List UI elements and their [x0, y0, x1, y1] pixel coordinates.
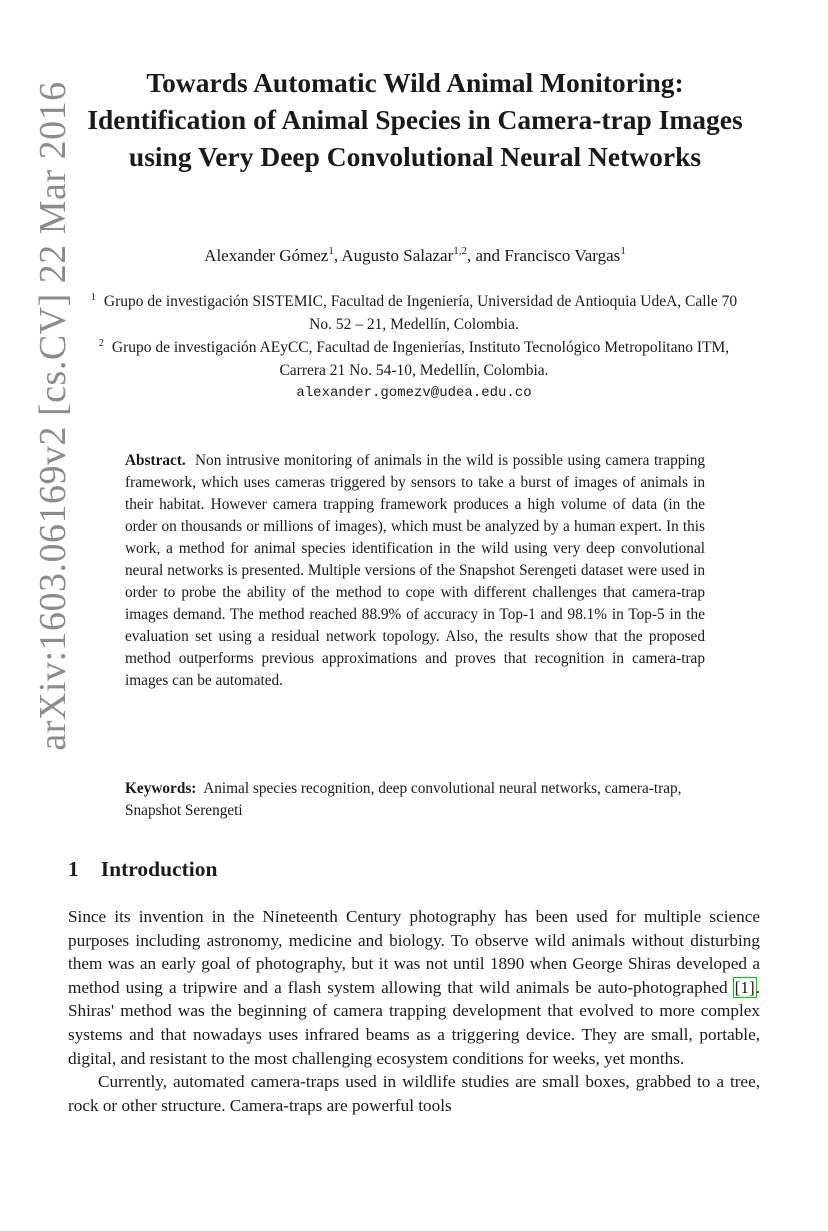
author-separator: , [333, 246, 342, 265]
author-name: Augusto Salazar [341, 246, 454, 265]
abstract-text: Non intrusive monitoring of animals in the wild is possible using camera trapping framework, which uses cameras triggered by sensors to take a burst of images of animals in their habitat. However camera trapping framework produces a high volume of data (in the order on thousands or millions of images), which must be analyzed by a human expert. In this work, a method for animal species identification in the wild using very deep convolutional neural networks is presented. Multiple versions of the Snapshot Serengeti dataset were used in order to probe the ability of the method to cope with different challenges that camera-trap images demand. The method reached 88.9% of accuracy in Top-1 and 98.1% in Top-5 in the evaluation set using a residual network topology. Also, the results show that the proposed method outperforms previous approximations and proves that recognition in camera-trap images can be automated. [125, 452, 705, 689]
affiliations [84, 290, 744, 405]
introduction-body [68, 905, 760, 1117]
author-separator: , and [467, 246, 505, 265]
author-name: Francisco Vargas [504, 246, 621, 265]
abstract-label: Abstract. [125, 452, 186, 469]
author-affiliation-mark: 1,2 [453, 245, 468, 257]
section-heading [68, 857, 217, 882]
citation-link[interactable]: [1] [734, 977, 755, 997]
section-title: Introduction [100, 857, 218, 881]
section-number: 1 [68, 857, 79, 881]
affiliation-text: Grupo de investigación AEyCC, Facultad de Ingenierías, Instituto Tecnológico Metropolitano ITM, Carrera 21 No. 54-10, Medellín, Colombia. [111, 339, 730, 379]
affiliation-item [84, 336, 744, 382]
paragraph-text: Since its invention in the Nineteenth Century photography has been used for multiple science purposes including astronomy, medicine and biology. To observe wild animals without disturbing them was an early goal of photography, but it was not until 1890 when George Shiras developed a method using a tripwire and a flash system allowing that wild animals be auto-photographed [68, 907, 760, 997]
paragraph: Currently, automated camera-traps used in wildlife studies are small boxes, grabbed to a tree, rock or other structure. Camera-traps are powerful tools [68, 1072, 760, 1115]
abstract [125, 450, 705, 692]
affiliation-mark: 2 [98, 338, 104, 349]
paragraph [68, 905, 760, 1070]
affiliation-mark: 1 [90, 292, 96, 303]
author-list [70, 246, 760, 266]
affiliation-text: Grupo de investigación SISTEMIC, Facultad de Ingeniería, Universidad de Antioquia UdeA, Calle 70 No. 52 – 21, Medellín, Colombia. [103, 293, 738, 333]
keywords [125, 778, 705, 822]
author-name: Alexander Gómez [204, 246, 329, 265]
author-affiliation-mark: 1 [328, 245, 334, 257]
paper-title: Towards Automatic Wild Animal Monitoring: Identification of Animal Species in Camera-trap Images using Very Deep Convolutional Neural Networks [87, 67, 743, 172]
affiliation-item [84, 290, 744, 336]
keywords-label: Keywords: [125, 780, 197, 797]
contact-email: alexander.gomezv@udea.edu.co [296, 385, 532, 401]
paragraph-text: . Shiras' method was the beginning of camera trapping development that evolved to more complex systems and that nowadays uses infrared beams as a triggering device. They are small, portable, digital, and resistant to the most challenging ecosystem conditions for weeks, yet months. [68, 977, 760, 1068]
keywords-text: Animal species recognition, deep convolutional neural networks, camera-trap, Snapshot Serengeti [125, 780, 682, 819]
author-affiliation-mark: 1 [620, 245, 626, 257]
arxiv-identifier-text: arXiv:1603.06169v2 [cs.CV] 22 Mar 2016 [32, 81, 74, 751]
